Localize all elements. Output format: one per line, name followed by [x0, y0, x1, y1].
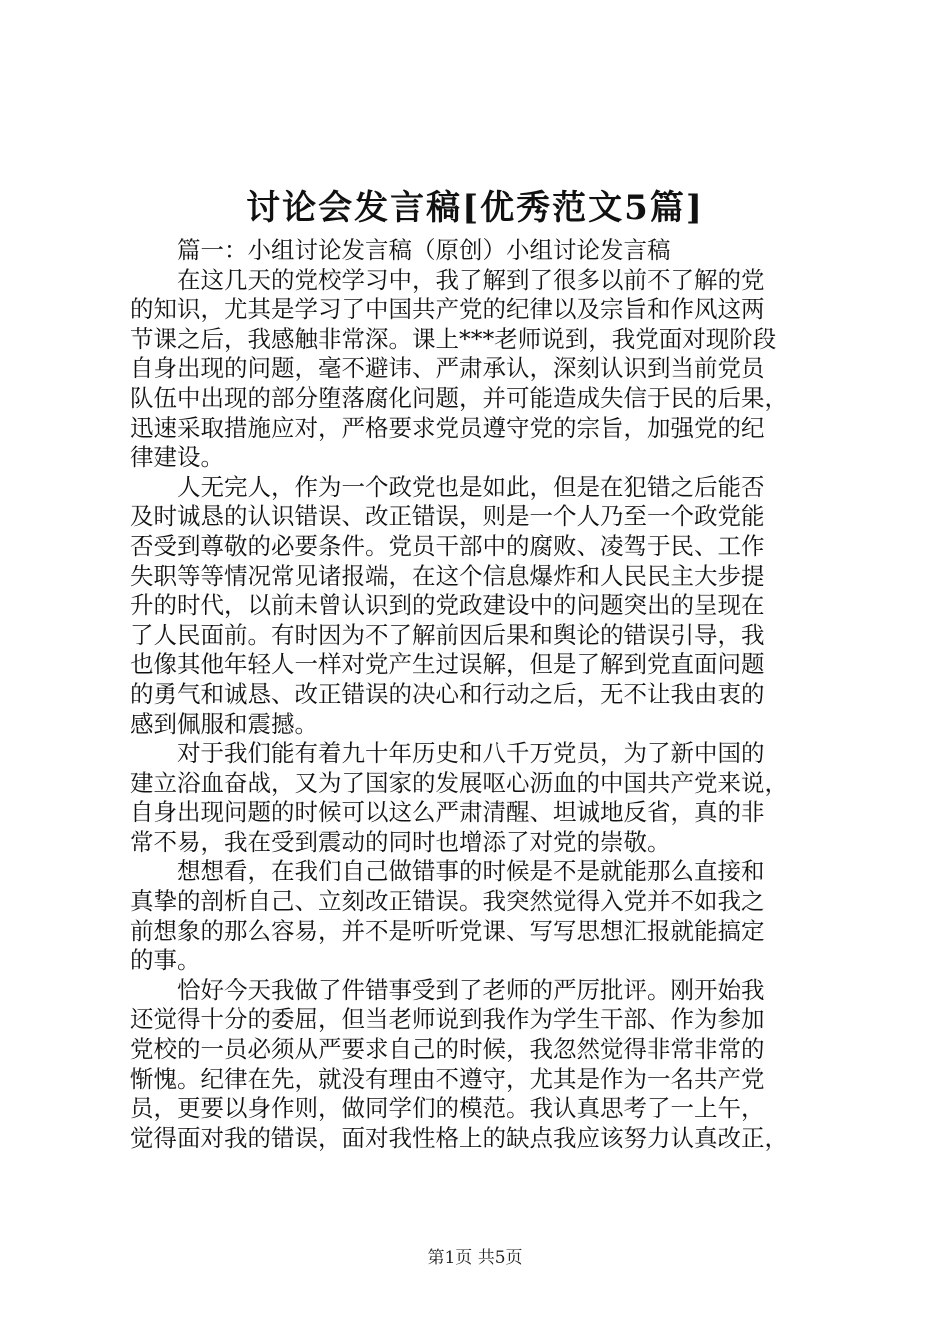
text-line: 升的时代，以前未曾认识到的党政建设中的问题突出的呈现在: [130, 591, 765, 620]
text-line: 了人民面前。有时因为不了解前因后果和舆论的错误引导，我: [130, 620, 765, 649]
text-line: 队伍中出现的部分堕落腐化问题，并可能造成失信于民的后果，: [130, 383, 788, 412]
text-line: 员，更要以身作则，做同学们的模范。我认真思考了一上午，: [130, 1094, 765, 1123]
text-line: 建立浴血奋战，又为了国家的发展呕心沥血的中国共产党来说，: [130, 768, 788, 797]
text-line: 自身出现的问题，毫不避讳、严肃承认，深刻认识到当前党员: [130, 354, 765, 383]
text-line: 党校的一员必须从严要求自己的时候，我忽然觉得非常非常的: [130, 1035, 765, 1064]
text-line: 迅速采取措施应对，严格要求党员遵守党的宗旨，加强党的纪: [130, 413, 765, 442]
text-line: 感到佩服和震撼。: [130, 709, 318, 738]
text-line: 的事。: [130, 946, 201, 975]
text-line: 想想看，在我们自己做错事的时候是不是就能那么直接和: [177, 857, 765, 886]
document-body: [130, 236, 830, 1153]
text-line: 对于我们能有着九十年历史和八千万党员，为了新中国的: [177, 739, 765, 768]
text-line: 自身出现问题的时候可以这么严肃清醒、坦诚地反省，真的非: [130, 798, 765, 827]
text-line: 还觉得十分的委屈，但当老师说到我作为学生干部、作为参加: [130, 1005, 765, 1034]
text-line: 失职等等情况常见诸报端，在这个信息爆炸和人民民主大步提: [130, 561, 765, 590]
page-footer: 第1页 共5页: [427, 1248, 523, 1268]
document-title: 讨论会发言稿[优秀范文5篇]: [246, 188, 704, 228]
text-line: 惭愧。纪律在先，就没有理由不遵守，尤其是作为一名共产党: [130, 1064, 765, 1093]
text-line: 及时诚恳的认识错误、改正错误，则是一个人乃至一个政党能: [130, 502, 765, 531]
text-line: 律建设。: [130, 443, 224, 472]
text-line: 篇一：小组讨论发言稿（原创）小组讨论发言稿: [177, 236, 671, 264]
text-line: 真挚的剖析自己、立刻改正错误。我突然觉得入党并不如我之: [130, 887, 765, 916]
text-line: 常不易，我在受到震动的同时也增添了对党的崇敬。: [130, 827, 671, 856]
text-line: 人无完人，作为一个政党也是如此，但是在犯错之后能否: [177, 472, 765, 501]
text-line: 恰好今天我做了件错事受到了老师的严厉批评。刚开始我: [177, 975, 765, 1004]
text-line: 节课之后，我感触非常深。课上***老师说到，我党面对现阶段: [130, 324, 777, 353]
text-line: 的勇气和诚恳、改正错误的决心和行动之后，无不让我由衷的: [130, 679, 765, 708]
text-line: 前想象的那么容易，并不是听听党课、写写思想汇报就能搞定: [130, 916, 765, 945]
text-line: 否受到尊敬的必要条件。党员干部中的腐败、凌驾于民、工作: [130, 531, 765, 560]
text-line: 也像其他年轻人一样对党产生过误解，但是了解到党直面问题: [130, 650, 765, 679]
text-line: 在这几天的党校学习中，我了解到了很多以前不了解的党: [177, 265, 765, 294]
text-line: 的知识，尤其是学习了中国共产党的纪律以及宗旨和作风这两: [130, 295, 765, 324]
text-line: 觉得面对我的错误，面对我性格上的缺点我应该努力认真改正，: [130, 1123, 788, 1152]
